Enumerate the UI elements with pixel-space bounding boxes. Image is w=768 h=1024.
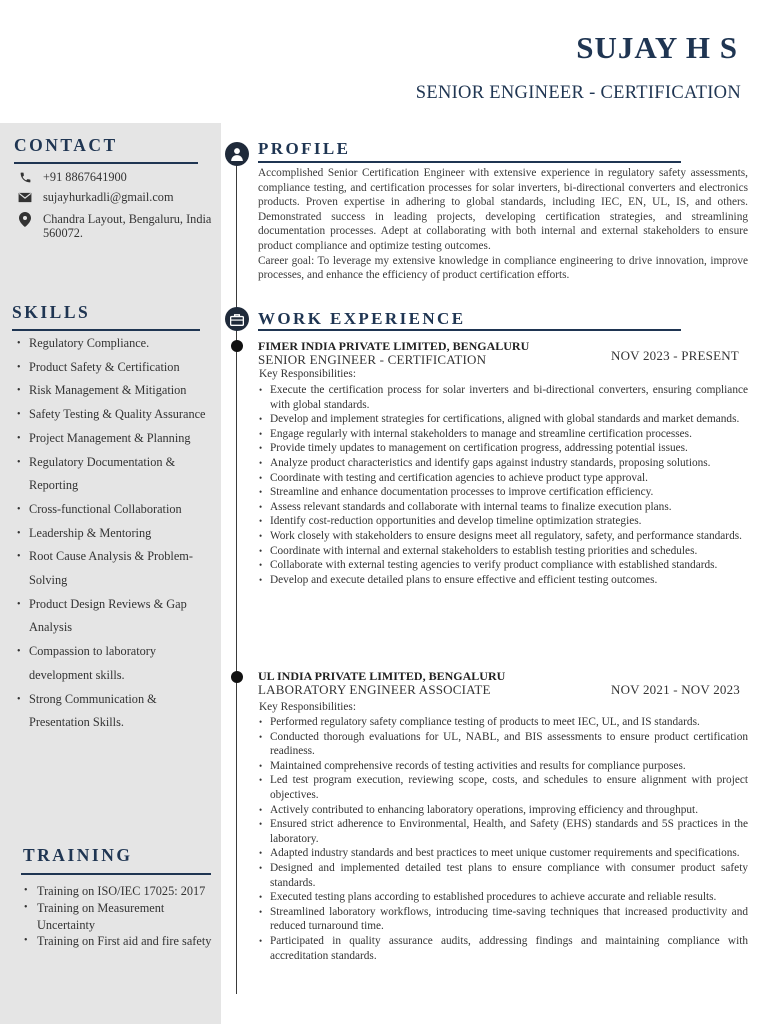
timeline-line [236,162,237,994]
location-pin-icon [17,212,33,226]
job-dates: NOV 2023 - PRESENT [611,348,739,363]
skills-divider [12,329,200,331]
skills-heading: SKILLS [12,302,91,322]
key-responsibilities-label: Key Responsibilities: [259,701,356,713]
candidate-title: SENIOR ENGINEER - CERTIFICATION [415,83,741,103]
responsibility-item: • Identify cost-reduction opportunities and develop timeline optimization strategies. [258,514,748,529]
training-item: • Training on ISO/IEC 17025: 2017 [24,883,214,900]
responsibility-item: • Coordinate with internal and external stakeholders to establish testing priorities and schedules. [258,544,748,559]
responsibility-item: • Collaborate with external testing agencies to verify product compliance with established standards. [258,558,748,573]
training-divider [21,873,211,875]
job-company: UL INDIA PRIVATE LIMITED, BENGALURU [258,669,506,683]
candidate-name: SUJAY H S [576,30,738,65]
responsibility-list [258,715,748,963]
responsibility-item: • Designed and implemented detailed test plans to ensure compliance with consumer product safety standards. [258,861,748,890]
phone-icon [17,170,33,184]
skill-item: • Root Cause Analysis & Problem-Solving [17,545,217,592]
responsibility-item: • Analyze product characteristics and identify gaps against industry standards, proposing solutions. [258,456,748,471]
responsibility-item: • Execute the certification process for solar inverters and bi-directional converters, ensuring compliance with global standards. [258,383,748,412]
skill-item: • Project Management & Planning [17,427,217,451]
timeline-dot [231,671,243,683]
responsibility-item: • Led test program execution, reviewing scope, costs, and schedules to ensure alignment with project objectives. [258,773,748,802]
training-item: • Training on First aid and fire safety [24,933,214,950]
contact-address [17,212,217,240]
skill-item: • Compassion to laboratory development skills. [17,640,217,687]
briefcase-icon [225,307,249,331]
profile-divider [258,161,681,163]
address-text: Chandra Layout, Bengaluru, India 560072. [43,212,212,240]
profile-text [258,166,748,283]
responsibility-item: • Performed regulatory safety compliance testing of products to meet IEC, UL, and IS standards. [258,715,748,730]
skill-item: • Leadership & Mentoring [17,522,217,546]
profile-heading: PROFILE [258,139,351,158]
responsibility-item: • Conducted thorough evaluations for UL, NABL, and BIS assessments to ensure product certification readiness. [258,730,748,759]
experience-heading: WORK EXPERIENCE [258,309,466,328]
contact-divider [14,162,198,164]
job-role: LABORATORY ENGINEER ASSOCIATE [258,682,491,697]
responsibility-list [258,383,748,587]
job-dates: NOV 2021 - NOV 2023 [611,682,740,697]
skill-item: • Regulatory Documentation & Reporting [17,451,217,498]
email-icon [17,190,33,204]
responsibility-item: • Coordinate with testing and certification agencies to achieve product type approval. [258,471,748,486]
skills-list [17,332,217,735]
responsibility-item: • Engage regularly with internal stakeholders to manage and streamline certification processes. [258,427,748,442]
skill-item: • Risk Management & Mitigation [17,379,217,403]
skill-item: • Safety Testing & Quality Assurance [17,403,217,427]
key-responsibilities-label: Key Responsibilities: [259,368,356,380]
job-role: SENIOR ENGINEER - CERTIFICATION [258,352,487,367]
profile-summary: Accomplished Senior Certification Engineer with extensive experience in regulatory safety assessments, compliance testing, and certification processes for solar inverters, bi-directional converters and electronics products. Proven expertise in adhering to global standards, including IEC, EN, UL, IS, and others. Demonstrated success in leading projects, developing certification strategies, and streamlining documentation processes. Adept at collaborating with both internal and external stakeholders to ensure product compliance and optimize testing outcomes. [258,167,748,252]
responsibility-item: • Develop and execute detailed plans to ensure effective and efficient testing outcomes. [258,573,748,588]
skill-item: • Product Safety & Certification [17,356,217,380]
responsibility-item: • Streamline and enhance documentation processes to improve certification efficiency. [258,485,748,500]
training-item: • Training on Measurement Uncertainty [24,900,214,934]
timeline-dot [231,340,243,352]
responsibility-item: • Provide timely updates to management on certification progress, addressing potential issues. [258,441,748,456]
experience-divider [258,329,681,331]
responsibility-item: • Maintained comprehensive records of testing activities and results for compliance purposes. [258,759,748,774]
responsibility-item: • Participated in quality assurance audits, addressing findings and maintaining compliance with accreditation standards. [258,934,748,963]
skill-item: • Cross-functional Collaboration [17,498,217,522]
skill-item: • Product Design Reviews & Gap Analysis [17,593,217,640]
responsibility-item: • Executed testing plans according to established procedures to achieve accurate and reliable results. [258,890,748,905]
contact-heading: CONTACT [14,135,118,155]
training-heading: TRAINING [23,845,133,865]
phone-text: +91 8867641900 [43,170,127,184]
responsibility-item: • Streamlined laboratory workflows, introducing time-saving techniques that increased productivity and reduced turnaround time. [258,905,748,934]
profile-career-goal: Career goal: To leverage my extensive knowledge in compliance engineering to drive innovation, improve processes, and enhance the efficiency of product certification efforts. [258,254,748,282]
skill-item: • Strong Communication & Presentation Skills. [17,688,217,735]
responsibility-item: • Ensured strict adherence to Environmental, Health, and Safety (EHS) standards and 5S practices in the laboratory. [258,817,748,846]
responsibility-item: • Work closely with stakeholders to ensure designs meet all regulatory, safety, and performance standards. [258,529,748,544]
skill-item: • Regulatory Compliance. [17,332,217,356]
responsibility-item: • Actively contributed to enhancing laboratory operations, improving efficiency and throughput. [258,803,748,818]
training-list [24,883,214,950]
email-text: sujayhurkadli@gmail.com [43,190,174,204]
contact-phone [17,170,127,184]
contact-email [17,190,174,204]
responsibility-item: • Assess relevant standards and collaborate with internal teams to finalize execution plans. [258,500,748,515]
person-icon [225,142,249,166]
job-company: FIMER INDIA PRIVATE LIMITED, BENGALURU [258,339,530,353]
responsibility-item: • Develop and implement strategies for certifications, aligned with global standards and market demands. [258,412,748,427]
responsibility-item: • Adapted industry standards and best practices to meet unique customer requirements and specifications. [258,846,748,861]
